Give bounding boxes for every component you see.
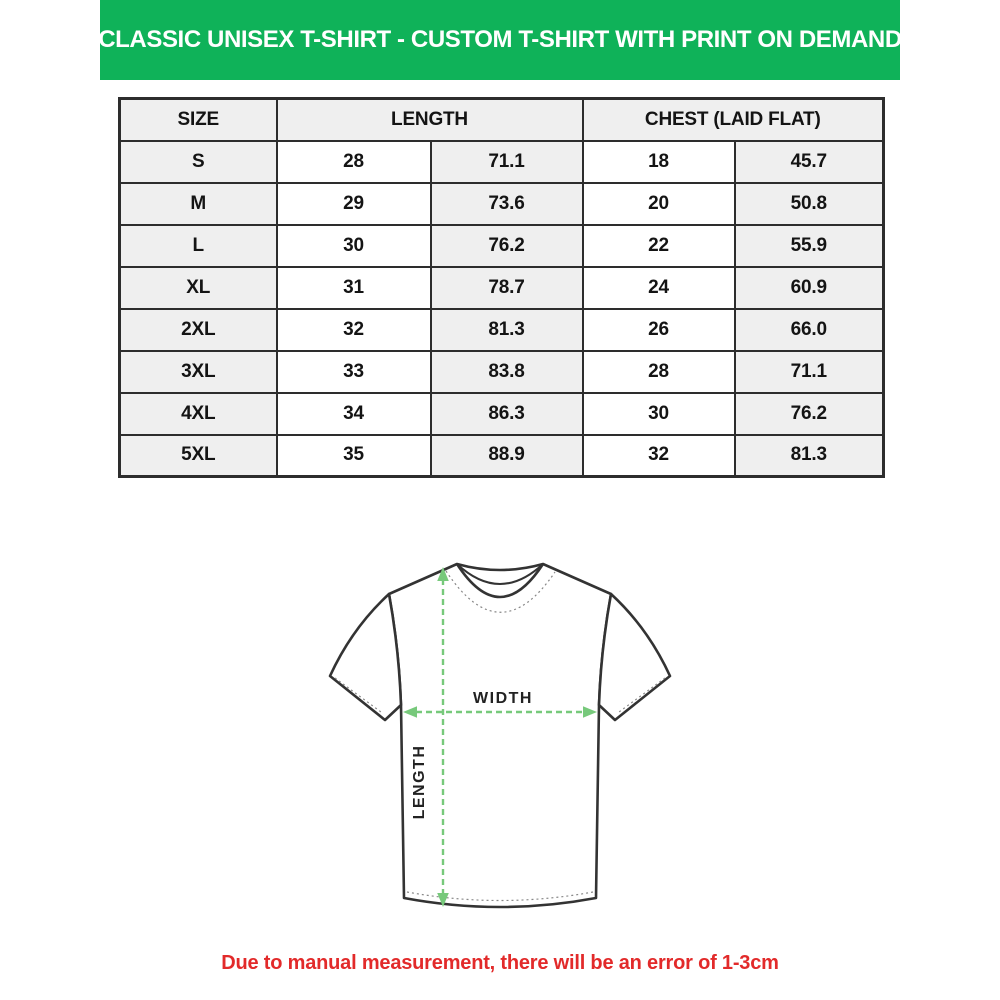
cell-length-in: 31 xyxy=(277,267,431,309)
cell-size: L xyxy=(120,225,277,267)
cell-chest-cm: 55.9 xyxy=(735,225,884,267)
cell-length-in: 32 xyxy=(277,309,431,351)
table-row xyxy=(120,393,884,435)
cell-length-cm: 73.6 xyxy=(431,183,583,225)
page-title: CLASSIC UNISEX T-SHIRT - CUSTOM T-SHIRT WITH PRINT ON DEMAND xyxy=(98,26,902,53)
cell-length-in: 33 xyxy=(277,351,431,393)
cell-chest-cm: 71.1 xyxy=(735,351,884,393)
tshirt-left-sleeve xyxy=(330,594,401,720)
cell-chest-in: 32 xyxy=(583,435,735,477)
cell-chest-cm: 45.7 xyxy=(735,141,884,183)
cell-size: M xyxy=(120,183,277,225)
cell-size: XL xyxy=(120,267,277,309)
cell-chest-cm: 60.9 xyxy=(735,267,884,309)
column-header-size: SIZE xyxy=(120,99,277,141)
cell-chest-cm: 50.8 xyxy=(735,183,884,225)
cell-length-in: 29 xyxy=(277,183,431,225)
cell-chest-cm: 81.3 xyxy=(735,435,884,477)
column-header-length: LENGTH xyxy=(277,99,583,141)
measurement-note: Due to manual measurement, there will be an error of 1-3cm xyxy=(221,952,779,974)
cell-chest-in: 20 xyxy=(583,183,735,225)
banner xyxy=(100,0,900,80)
width-label: WIDTH xyxy=(473,690,533,707)
length-label: LENGTH xyxy=(411,744,428,820)
table-row xyxy=(120,183,884,225)
table-row xyxy=(120,225,884,267)
cell-chest-in: 18 xyxy=(583,141,735,183)
cell-length-cm: 81.3 xyxy=(431,309,583,351)
cell-length-cm: 86.3 xyxy=(431,393,583,435)
table-row xyxy=(120,351,884,393)
cell-chest-in: 24 xyxy=(583,267,735,309)
cell-length-cm: 83.8 xyxy=(431,351,583,393)
cell-chest-cm: 66.0 xyxy=(735,309,884,351)
column-header-chest: CHEST (LAID FLAT) xyxy=(583,99,884,141)
table-row xyxy=(120,309,884,351)
cell-length-cm: 78.7 xyxy=(431,267,583,309)
cell-chest-in: 26 xyxy=(583,309,735,351)
cell-length-cm: 76.2 xyxy=(431,225,583,267)
tshirt-body-outline xyxy=(389,564,611,907)
cell-length-in: 34 xyxy=(277,393,431,435)
size-table xyxy=(118,97,885,478)
cell-size: 5XL xyxy=(120,435,277,477)
table-row xyxy=(120,267,884,309)
cell-size: 2XL xyxy=(120,309,277,351)
tshirt-right-sleeve xyxy=(599,594,670,720)
cell-length-in: 28 xyxy=(277,141,431,183)
cell-length-cm: 71.1 xyxy=(431,141,583,183)
cell-chest-in: 22 xyxy=(583,225,735,267)
cell-size: 4XL xyxy=(120,393,277,435)
cell-chest-cm: 76.2 xyxy=(735,393,884,435)
cell-length-in: 35 xyxy=(277,435,431,477)
cell-chest-in: 28 xyxy=(583,351,735,393)
table-row xyxy=(120,141,884,183)
cell-length-cm: 88.9 xyxy=(431,435,583,477)
table-row xyxy=(120,435,884,477)
cell-chest-in: 30 xyxy=(583,393,735,435)
table-header-row xyxy=(120,99,884,141)
cell-length-in: 30 xyxy=(277,225,431,267)
cell-size: 3XL xyxy=(120,351,277,393)
cell-size: S xyxy=(120,141,277,183)
tshirt-diagram xyxy=(300,542,700,942)
